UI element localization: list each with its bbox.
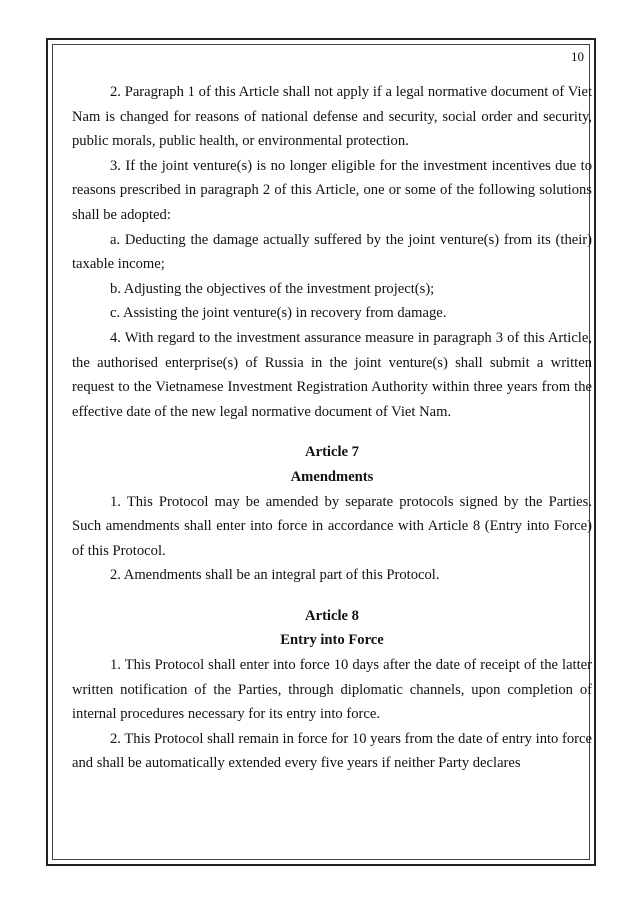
- article-8-title: Entry into Force: [280, 632, 384, 649]
- document-body: [72, 80, 592, 776]
- article-7-number: Article 7: [305, 444, 359, 461]
- paragraph-7-1: 1. This Protocol may be amended by separate protocols signed by the Parties. Such amendments shall enter into force in accordance with Article 8 (Entry into Force) of this Protocol.: [72, 493, 592, 559]
- article-8-number: Article 8: [305, 607, 359, 624]
- paragraph-8-1: 1. This Protocol shall enter into force 10 days after the date of receipt of the latter written notification of the Parties, through diplomatic channels, upon completion of internal procedures necessary for its entry into force.: [72, 657, 592, 723]
- paragraph-6-3: 3. If the joint venture(s) is no longer eligible for the investment incentives due to reasons prescribed in paragraph 2 of this Article, one or some of the following solutions shall be adopted:: [72, 157, 592, 223]
- paragraph-6-3-c: c. Assisting the joint venture(s) in recovery from damage.: [110, 305, 447, 322]
- section-gap: [72, 588, 592, 604]
- section-gap: [72, 424, 592, 440]
- paragraph-6-4: 4. With regard to the investment assurance measure in paragraph 3 of this Article, the authorised enterprise(s) of Russia in the joint venture(s) shall submit a written request to the Vietnamese Investment Registration Authority within three years from the effective date of the new legal normative document of Viet Nam.: [72, 329, 592, 420]
- paragraph-6-3-b: b. Adjusting the objectives of the investment project(s);: [110, 280, 435, 297]
- paragraph-6-2: 2. Paragraph 1 of this Article shall not apply if a legal normative document of Viet Nam is changed for reasons of national defense and security, social order and security, public morals, public health, or environmental protection.: [72, 84, 592, 150]
- paragraph-7-2: 2. Amendments shall be an integral part of this Protocol.: [110, 567, 440, 584]
- article-7-title: Amendments: [290, 468, 374, 485]
- page-number: 10: [571, 49, 584, 64]
- paragraph-8-2: 2. This Protocol shall remain in force for 10 years from the date of entry into force and shall be automatically extended every five years if neither Party declares: [72, 730, 592, 772]
- paragraph-6-3-a: a. Deducting the damage actually suffered by the joint venture(s) from its (their) taxable income;: [72, 231, 592, 273]
